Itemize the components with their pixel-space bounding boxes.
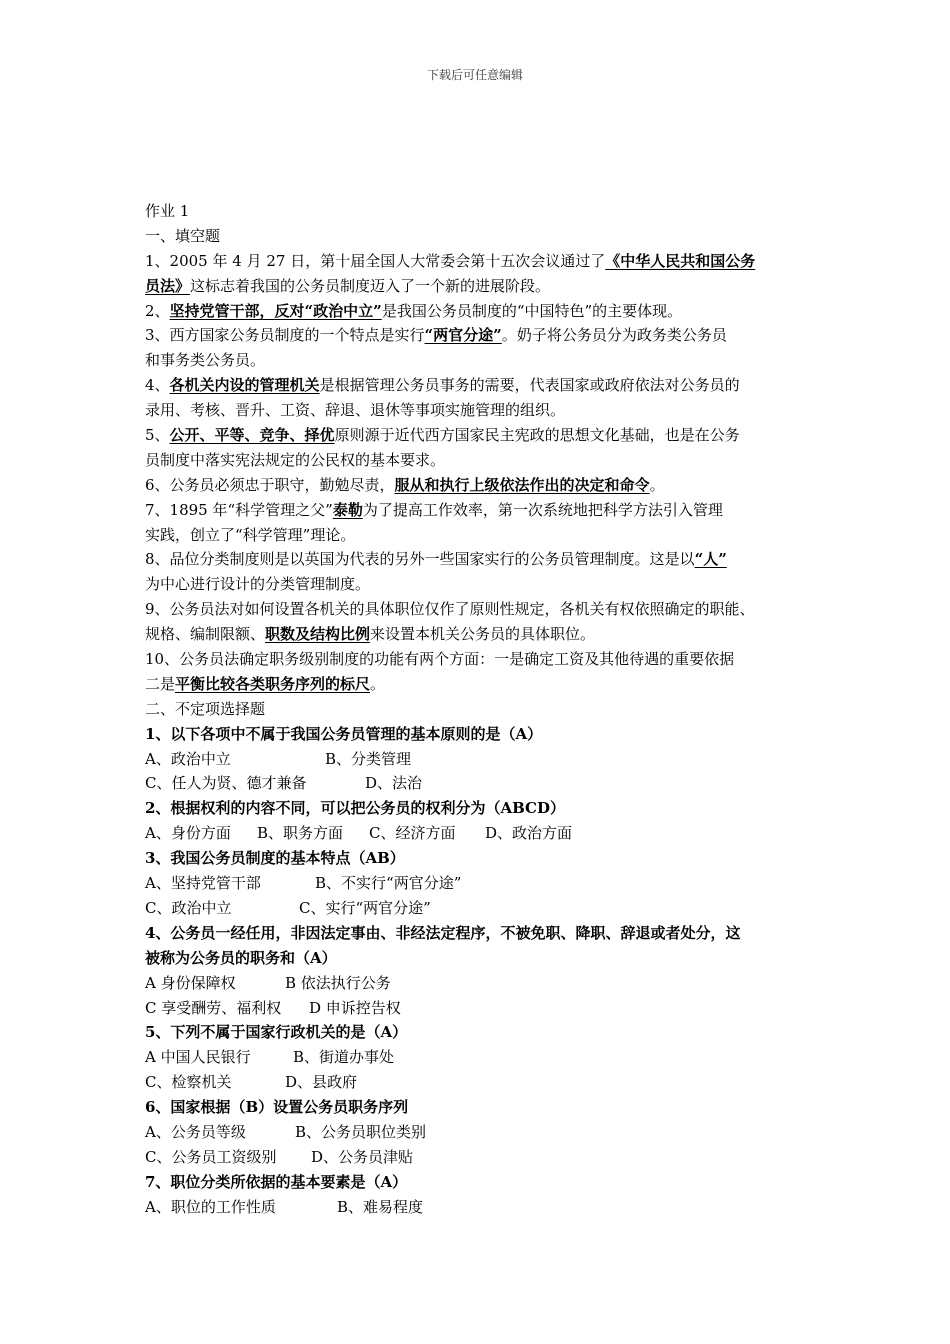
choice-question-4: 4、公务员一经任用，非因法定事由、非经法定程序，不被免职、降职、辞退或者处分，这 [145,923,741,942]
option-c: C、任人为贤、德才兼备 [145,774,307,793]
choice-options [145,996,821,1021]
choice-options [145,871,821,896]
option-a: A、身份方面 [145,824,231,843]
fill-question-4-cont: 录用、考核、晋升、工资、辞退、退休等事项实施管理的组织。 [145,401,566,420]
question-text: 8、品位分类制度则是以英国为代表的另外一些国家实行的公务员管理制度。这是以 [145,550,695,569]
fill-question-5 [145,423,821,448]
choice-options [145,821,821,846]
question-text: 规格、编制限额、 [145,625,266,644]
option-a: A、坚持党管干部 [145,874,261,893]
option-b: B、不实行“两官分途” [315,874,462,893]
section-heading-fill-blank: 一、填空题 [145,226,221,245]
option-d: D 申诉控告权 [309,998,401,1017]
fill-question-10-cont [145,672,821,697]
option-a: A 中国人民银行 [145,1048,251,1067]
fill-question-3-cont: 和事务类公务员。 [145,351,266,370]
section-heading-multiple-choice: 二、不定项选择题 [145,699,266,718]
option-a: A、公务员等级 [145,1122,246,1141]
choice-options [145,771,821,796]
fill-question-1-cont [145,274,821,299]
question-text: 原则源于近代西方国家民主宪政的思想文化基础，也是在公务 [334,426,740,445]
choice-question-5: 5、下列不属于国家行政机关的是（A） [145,1023,408,1042]
question-text: 3、西方国家公务员制度的一个特点是实行 [145,326,425,345]
answer-text: 《中华人民共和国公务 [605,251,756,270]
option-b: B、难易程度 [337,1197,424,1216]
choice-question-1: 1、以下各项中不属于我国公务员管理的基本原则的是（A） [145,724,543,743]
doc-title: 作业 1 [145,202,190,220]
option-d: D、法治 [365,774,423,793]
question-text: 4、 [145,376,170,395]
option-b: B 依法执行公务 [285,973,391,992]
question-text: 为了提高工作效率，第一次系统地把科学方法引入管理 [362,500,723,519]
option-d: D、县政府 [285,1073,358,1092]
question-text: 这标志着我国的公务员制度迈入了一个新的进展阶段。 [190,276,551,295]
choice-options [145,1070,821,1095]
question-text: 。 [370,674,386,693]
choice-question-2: 2、根据权利的内容不同，可以把公务员的权利分为（ABCD） [145,799,565,818]
fill-question-8-cont: 为中心进行设计的分类管理制度。 [145,575,371,594]
fill-question-2 [145,299,821,324]
choice-options [145,1120,821,1145]
option-d: D、公务员津贴 [311,1147,414,1166]
question-text: 1、2005 年 4 月 27 日，第十届全国人大常委会第十五次会议通过了 [145,251,606,270]
option-b: B、街道办事处 [293,1048,395,1067]
answer-text: 员法》 [145,276,191,295]
question-text: 5、 [145,426,170,445]
document-body [145,199,821,1220]
question-text: 。 [649,475,665,494]
choice-options [145,747,821,772]
answer-text: 泰勒 [332,500,363,519]
choice-question-7: 7、职位分类所依据的基本要素是（A） [145,1172,408,1191]
choice-options [145,971,821,996]
question-text: 6、公务员必须忠于职守，勤勉尽责， [145,475,395,494]
answer-text: 平衡比较各类职务序列的标尺 [175,674,371,693]
answer-text: “人” [694,550,727,569]
choice-options [145,1045,821,1070]
option-b: B、职务方面 [257,824,344,843]
option-c: C 享受酬劳、福利权 [145,998,282,1017]
fill-question-1 [145,249,821,274]
answer-text: 公开、平等、竞争、择优 [169,426,335,445]
answer-text: 服从和执行上级依法作出的决定和命令 [394,475,650,494]
option-d: C、实行“两官分途” [299,898,431,917]
option-d: D、政治方面 [485,824,573,843]
choice-question-3: 3、我国公务员制度的基本特点（AB） [145,849,405,868]
option-c: C、检察机关 [145,1073,232,1092]
answer-text: 各机关内设的管理机关 [169,376,320,395]
page-header: 下载后可任意编辑 [426,68,523,82]
question-text: 2、 [145,301,170,320]
choice-options [145,896,821,921]
answer-text: 坚持党管干部，反对“政治中立” [169,301,382,320]
option-c: C、经济方面 [369,824,456,843]
fill-question-8 [145,547,821,572]
fill-question-3 [145,323,821,348]
choice-options [145,1145,821,1170]
question-text: 是我国公务员制度的“中国特色”的主要体现。 [381,301,683,320]
choice-options [145,1195,821,1220]
fill-question-4 [145,373,821,398]
question-text: 。奶子将公务员分为政务类公务员 [501,326,727,345]
option-c: C、政治中立 [145,898,232,917]
fill-question-7-cont: 实践，创立了“科学管理”理论。 [145,525,356,544]
question-text: 二是 [145,674,176,693]
option-b: B、分类管理 [325,749,412,768]
option-c: C、公务员工资级别 [145,1147,277,1166]
fill-question-10: 10、公务员法确定职务级别制度的功能有两个方面：一是确定工资及其他待遇的重要依据 [145,650,735,669]
fill-question-7 [145,498,821,523]
fill-question-9: 9、公务员法对如何设置各机关的具体职位仅作了原则性规定，各机关有权依照确定的职能、 [145,600,755,619]
option-a: A、政治中立 [145,749,231,768]
question-text: 来设置本机关公务员的具体职位。 [370,625,596,644]
choice-question-4-cont: 被称为公务员的职务和（A） [145,948,337,967]
option-b: B、公务员职位类别 [295,1122,427,1141]
fill-question-5-cont: 员制度中落实宪法规定的公民权的基本要求。 [145,450,446,469]
answer-text: 职数及结构比例 [265,625,371,644]
fill-question-6 [145,473,821,498]
fill-question-9-cont [145,622,821,647]
choice-question-6: 6、国家根据（B）设置公务员职务序列 [145,1098,409,1117]
question-text: 7、1895 年“科学管理之父” [145,500,333,519]
question-text: 是根据管理公务员事务的需要，代表国家或政府依法对公务员的 [319,376,740,395]
option-a: A 身份保障权 [145,973,236,992]
answer-text: “两官分途” [424,326,502,345]
option-a: A、职位的工作性质 [145,1197,276,1216]
